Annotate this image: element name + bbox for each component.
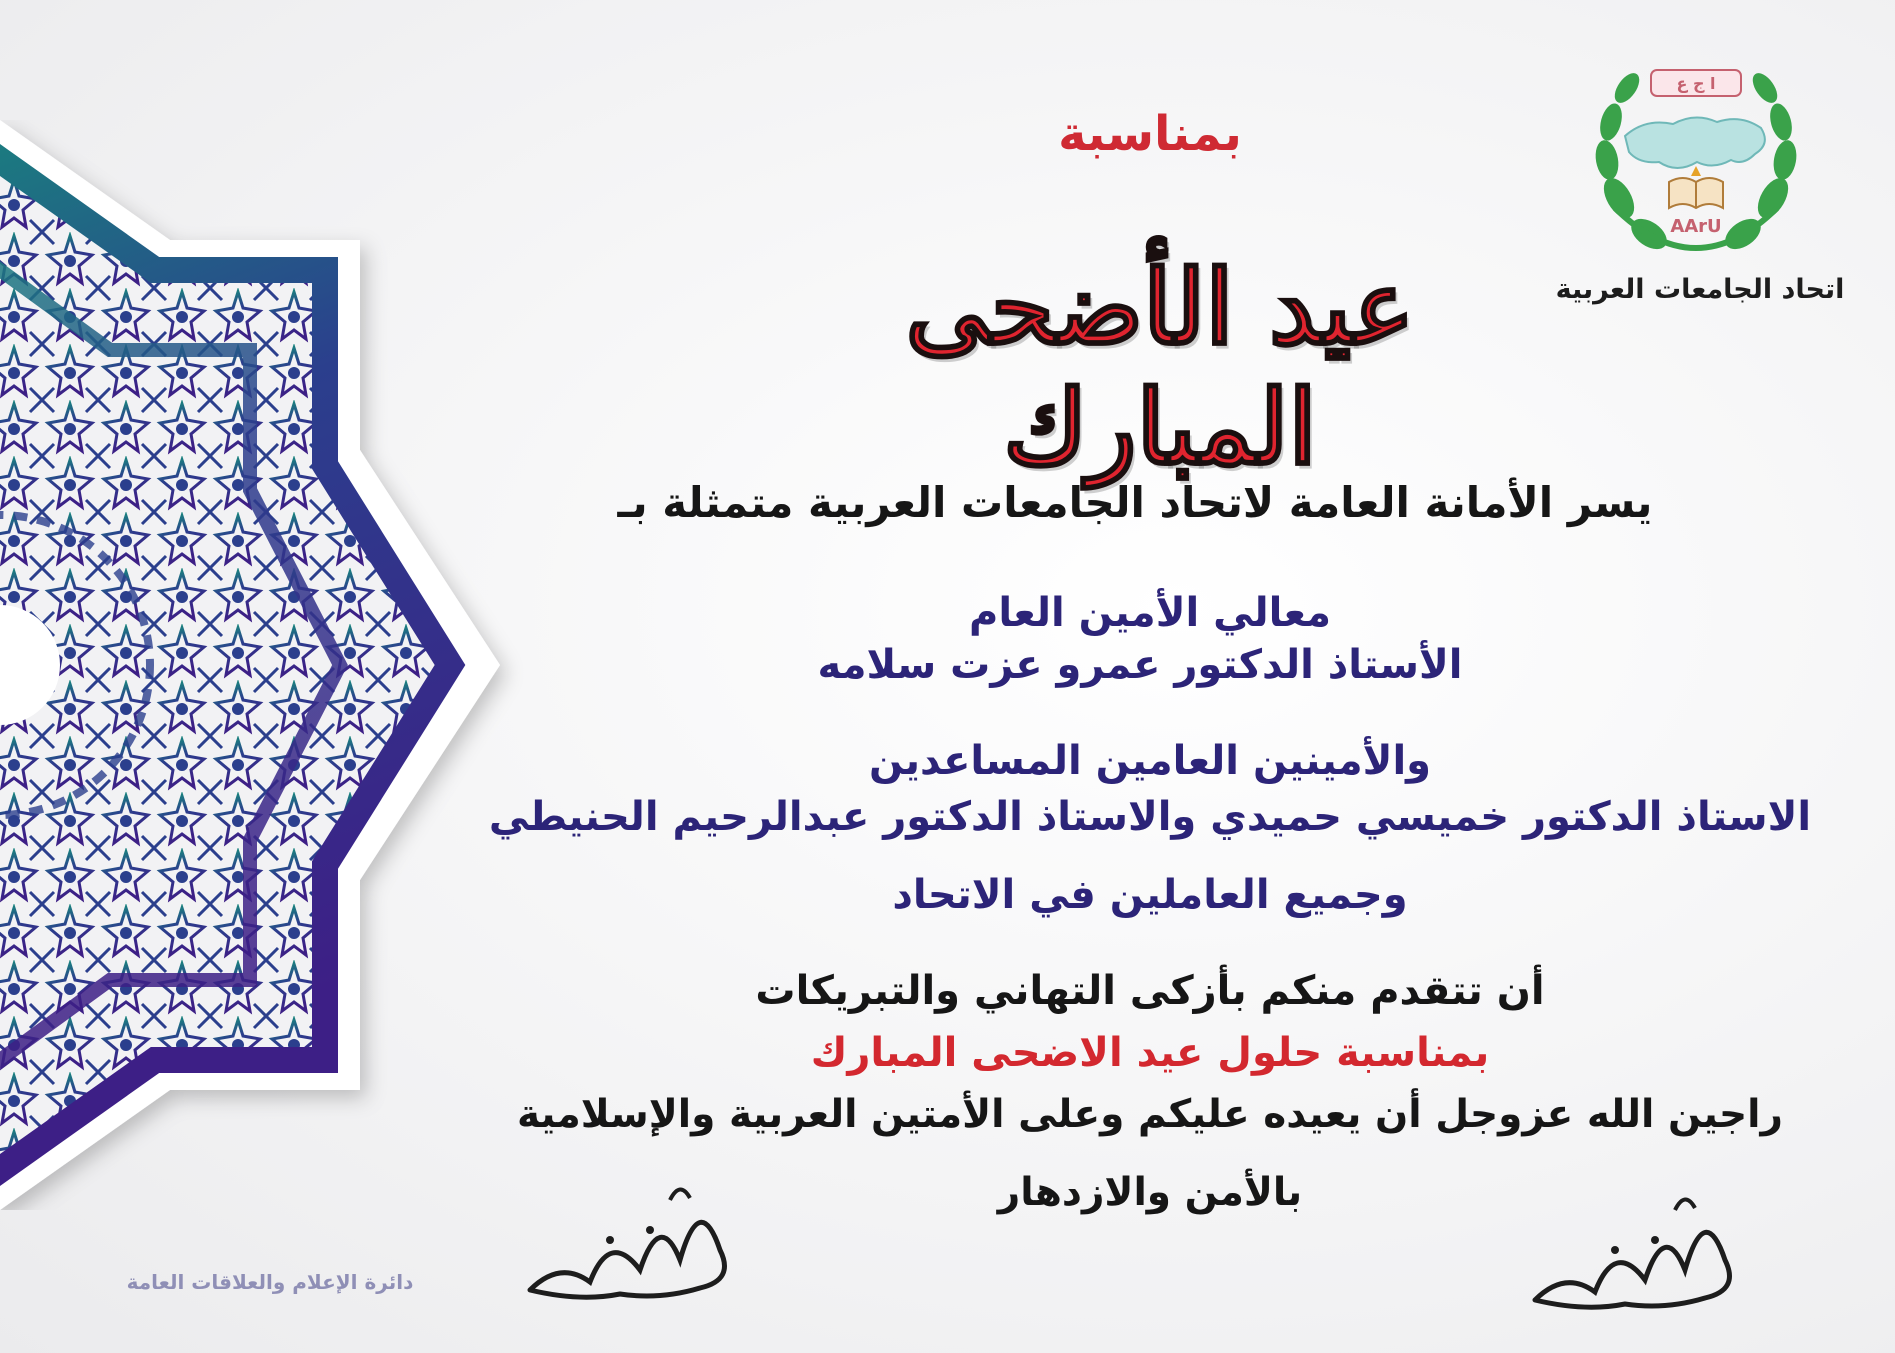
union-logo bbox=[1585, 48, 1807, 270]
arab-world-map-icon bbox=[1625, 117, 1765, 168]
assistant-secretaries-names: الاستاذ الدكتور خميسي حميدي والاستاذ الدكتور عبدالرحيم الحنيطي bbox=[488, 794, 1812, 840]
organization-name: اتحاد الجامعات العربية bbox=[1555, 274, 1845, 305]
open-book-icon bbox=[1669, 166, 1723, 208]
calligraphy-signature-left bbox=[520, 1170, 750, 1320]
congratulations-line: أن تتقدم منكم بأزكى التهاني والتبريكات bbox=[755, 968, 1545, 1014]
secretary-general-name: الأستاذ الدكتور عمرو عزت سلامه bbox=[817, 642, 1463, 688]
staff-line: وجميع العاملين في الاتحاد bbox=[892, 872, 1408, 918]
department-footer: دائرة الإعلام والعلاقات العامة bbox=[126, 1270, 414, 1294]
islamic-star-ornament bbox=[0, 120, 610, 1210]
occasion-heading: بمناسبة bbox=[1058, 106, 1242, 162]
calligraphy-signature-right bbox=[1525, 1180, 1755, 1330]
svg-text:ا ج ع: ا ج ع bbox=[1676, 74, 1716, 93]
closing-line: بالأمن والازدهار bbox=[997, 1170, 1303, 1215]
secretary-general-title: معالي الأمين العام bbox=[969, 590, 1331, 636]
calligraphy-icon bbox=[1525, 1180, 1755, 1330]
assistant-secretaries-title: والأمينين العامين المساعدين bbox=[868, 738, 1432, 784]
svg-text:AArU: AArU bbox=[1670, 216, 1722, 237]
calligraphy-icon bbox=[520, 1170, 750, 1320]
intro-line: يسر الأمانة العامة لاتحاد الجامعات العربية متمثلة بـ bbox=[617, 478, 1653, 527]
prayer-line: راجين الله عزوجل أن يعيده عليكم وعلى الأمتين العربية والإسلامية bbox=[517, 1092, 1783, 1137]
occasion-line: بمناسبة حلول عيد الاضحى المبارك bbox=[810, 1030, 1490, 1076]
eid-title: عيد الأضحى المبارك bbox=[905, 248, 1415, 488]
